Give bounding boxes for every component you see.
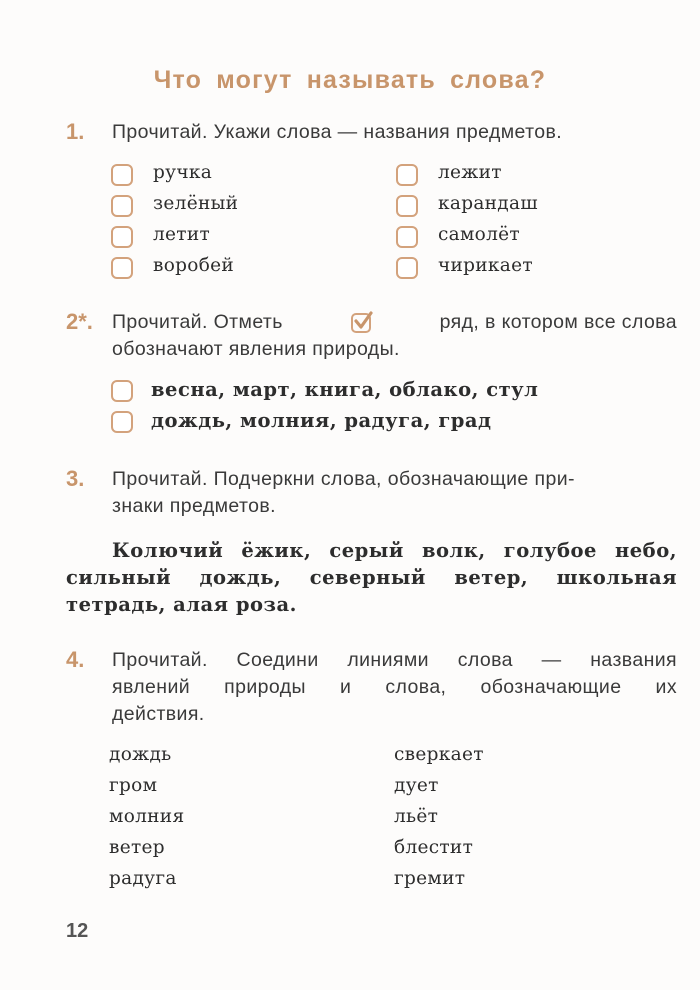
ex3-phrase-line[interactable]: тетрадь, алая роза. bbox=[66, 593, 297, 616]
ex4-instruction-line2: явлений природы и слова, обозначающие их bbox=[112, 676, 677, 698]
checkbox-ex1-right-0[interactable] bbox=[396, 164, 418, 186]
ex4-left-word[interactable]: молния bbox=[109, 806, 185, 827]
ex4-right-word[interactable]: дует bbox=[394, 775, 439, 796]
ex1-word: ручка bbox=[153, 162, 213, 183]
ex1-word: самолёт bbox=[438, 224, 520, 245]
checkbox-ex1-left-0[interactable] bbox=[111, 164, 133, 186]
exercise-2-instruction bbox=[112, 309, 677, 363]
page-title: Что могут называть слова? bbox=[153, 66, 547, 94]
ex3-phrase-line[interactable]: Колючий ёжик, серый волк, голубое небо, bbox=[112, 539, 677, 562]
ex1-word: чирикает bbox=[438, 255, 533, 276]
ex1-word: карандаш bbox=[438, 193, 538, 214]
checkbox-ex1-left-3[interactable] bbox=[111, 257, 133, 279]
exercise-3-number: 3. bbox=[66, 466, 85, 491]
ex4-left-word[interactable]: дождь bbox=[109, 744, 172, 765]
ex2-instruction-line2: обозначают явления природы. bbox=[112, 338, 400, 360]
ex4-right-word[interactable]: блестит bbox=[394, 837, 474, 858]
ex2-instruction-before: Прочитай. Отметь bbox=[112, 311, 283, 333]
ex4-left-word[interactable]: ветер bbox=[109, 837, 165, 858]
ex3-instruction-line1 bbox=[112, 466, 677, 493]
checkbox-ex2-option-1[interactable] bbox=[111, 411, 133, 433]
checkbox-ex1-left-1[interactable] bbox=[111, 195, 133, 217]
ex4-right-word[interactable]: гремит bbox=[394, 868, 466, 889]
ex1-word: зелёный bbox=[153, 193, 239, 214]
ex3-phrase-line[interactable]: сильный дождь, северный ветер, школьная bbox=[66, 566, 677, 589]
ex1-word: лежит bbox=[438, 162, 502, 183]
ex4-instruction-line3: действия. bbox=[112, 703, 205, 725]
ex1-word: воробей bbox=[153, 255, 235, 276]
ex4-instruction-line1: Прочитай. Соедини линиями слова — названия bbox=[112, 649, 677, 671]
exercise-3-instruction bbox=[112, 466, 677, 520]
checkbox-ex1-left-2[interactable] bbox=[111, 226, 133, 248]
checkbox-ex1-right-2[interactable] bbox=[396, 226, 418, 248]
checkbox-ex2-option-0[interactable] bbox=[111, 380, 133, 402]
ex2-option: весна, март, книга, облако, стул bbox=[151, 378, 539, 401]
ex2-instruction-after: ряд, в котором все слова bbox=[439, 311, 677, 333]
ex4-right-word[interactable]: льёт bbox=[394, 806, 439, 827]
page-number: 12 bbox=[66, 920, 89, 942]
exercise-2-number: 2*. bbox=[66, 309, 93, 334]
exercise-1-instruction: Прочитай. Укажи слова — названия предметов. bbox=[112, 121, 563, 143]
ex2-option: дождь, молния, радуга, град bbox=[151, 409, 492, 432]
checkbox-ex1-right-1[interactable] bbox=[396, 195, 418, 217]
ex3-instruction-line1-text: Прочитай. Подчеркни слова, обозначающие при- bbox=[112, 468, 575, 490]
exercise-4-number: 4. bbox=[66, 647, 85, 672]
checked-checkbox-icon bbox=[351, 313, 371, 333]
exercise-4-instruction bbox=[112, 647, 677, 728]
ex4-left-word[interactable]: радуга bbox=[109, 868, 177, 889]
ex4-right-word[interactable]: сверкает bbox=[394, 744, 484, 765]
checkbox-ex1-right-3[interactable] bbox=[396, 257, 418, 279]
ex1-word: летит bbox=[153, 224, 210, 245]
exercise-1-number: 1. bbox=[66, 119, 85, 144]
ex3-instruction-line2: знаки предметов. bbox=[112, 495, 276, 517]
ex4-left-word[interactable]: гром bbox=[109, 775, 158, 796]
